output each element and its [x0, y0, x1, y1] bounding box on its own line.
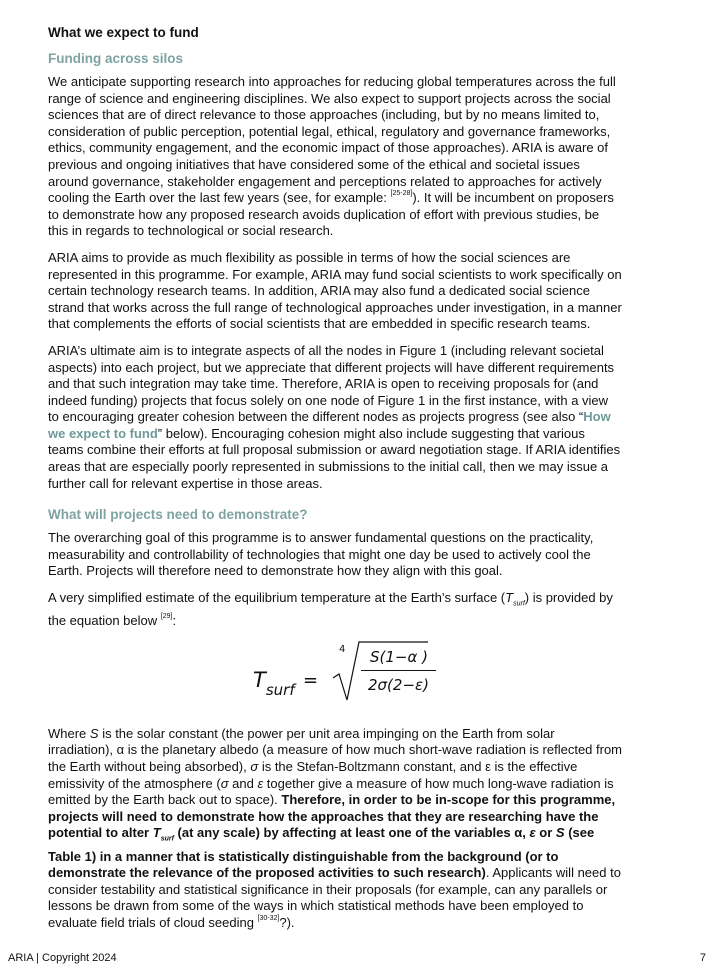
text: ). It will be incumbent on proposers to demonstrate how any proposed research avoids duplication of effort with previous studies, be this in regards to technological or social research.: [48, 190, 614, 239]
text: :: [172, 613, 177, 629]
citation: [25-28]: [390, 190, 413, 198]
text: We anticipate supporting research into approaches for reducing global temperatures across the full range of science and engineering disciplines. We also expect to support projects across the social sciences that are of direct relevance to those approaches (including, but by no means limited to, consideration of public perception, potential legal, ethical, regulatory and governance frameworks, ethics, community engagement, and the economic impact of those approaches). ARIA is aware of previous and ongoing initiatives that have considered some of the ethical and societal issues around governance, stakeholder engagement and perceptions related to approaches for actively cooling the Earth over the last few years (see, for example:: [48, 74, 616, 206]
citation: [29]: [160, 613, 173, 621]
equals-sign: =: [303, 669, 319, 691]
text: A very simplified estimate of the equilibrium temperature at the Earth’s surface (: [48, 590, 506, 606]
variable-t: T: [505, 590, 514, 606]
citation: [30-32]: [257, 914, 280, 922]
footer-copyright: ARIA | Copyright 2024: [8, 952, 117, 964]
section-heading: What we expect to fund: [48, 25, 199, 40]
paragraph: The overarching goal of this programme is to answer fundamental questions on the practicality, measurability and controllability of technologies that might one day be used to actively cool the Earth. Projects will therefore need to demonstrate how they align with this goal.: [48, 530, 594, 579]
paragraph: [48, 74, 622, 240]
subscript: surf: [513, 600, 525, 608]
paragraph: [48, 590, 622, 630]
subheading-funding-across-silos: Funding across silos: [48, 51, 184, 66]
bold-scope-statement: Therefore, in order to be in-scope for this programme, projects will need to demonstrate how the approaches that they are researching have the potential to alter $T_{surf}$ (at any scale) by affecting at least one of the variables α, ε or S (see Table 1) in a manner that is statistically distinguishable from the background (or to demonstrate the relevance of the proposed activities to such research): [48, 792, 616, 881]
denominator: 2σ(2−ε): [368, 675, 429, 694]
paragraph: ARIA aims to provide as much flexibility as possible in terms of how the social sciences are represented in this programme. For example, ARIA may fund social scientists to work specifically on certain technology research teams. In addition, ARIA may also fund a dedicated social science strand that works across the full range of technological approaches under investigation, in a manner that complements the efforts of social scientists that are embedded in specific research teams.: [48, 249, 622, 332]
page-number: 7: [699, 952, 706, 964]
document-page: [48, 24, 622, 942]
paragraph: Where S is the solar constant (the power per unit area impinging on the Earth from solar irradiation), α is the planetary albedo (a measure of how much short-wave radiation is reflected from the Earth without being absorbed), σ is the Stefan-Boltzmann constant, and ε is the effective emissivity of the atmosphere (σ and ε together give a measure of how much long-wave radiation is emitted by the Earth back out to space). Therefore, in order to be in-scope for this programme, projects will need to demonstrate how the approaches that they are researching have the potential to alter $T_{surf}$ (at any scale) by affecting at least one of the variables α, ε or S (see Table 1) in a manner that is statistically distinguishable from the background (or to demonstrate the relevance of the proposed activities to such research). Applicants will need to consider testability and statistical significance in their proposals (for example, can any parallels or lessons be drawn from some of the ways in which statistical methods have been employed to evaluate field trials of cloud seeding [30-32]?).: [48, 725, 623, 930]
paragraph: [48, 343, 622, 492]
fraction-bar: [361, 670, 436, 671]
text: ” below). Encouraging cohesion might also include suggesting that various teams combine their efforts at full proposal submission or award negotiation stage. If ARIA identifies areas that are especially poorly represented in submissions to the initial call, then we may issue a further call for relevant expertise in those areas.: [48, 425, 621, 491]
equation-lhs: $T_{surf}$: [253, 667, 295, 699]
subheading-what-will-projects-demonstrate: What will projects need to demonstrate?: [48, 507, 308, 523]
equation-surface-temperature: [48, 640, 622, 712]
text: ARIA’s ultimate aim is to integrate aspects of all the nodes in Figure 1 (including relevant societal aspects) into each project, but we appreciate that different projects will have different requirements and that such integration may take time. Therefore, ARIA is open to receiving proposals for (and indeed funding) projects that focus solely on one node of Figure 1 in the first instance, with a view to encouraging greater cohesion between the different nodes as projects progress (see also “: [48, 342, 615, 425]
how-we-expect-to-fund-link[interactable]: How we expect to fund: [48, 409, 611, 441]
text: ) is provided by the equation below: [48, 590, 613, 629]
numerator: S(1−α ): [370, 647, 428, 666]
root-index: 4: [339, 643, 346, 655]
